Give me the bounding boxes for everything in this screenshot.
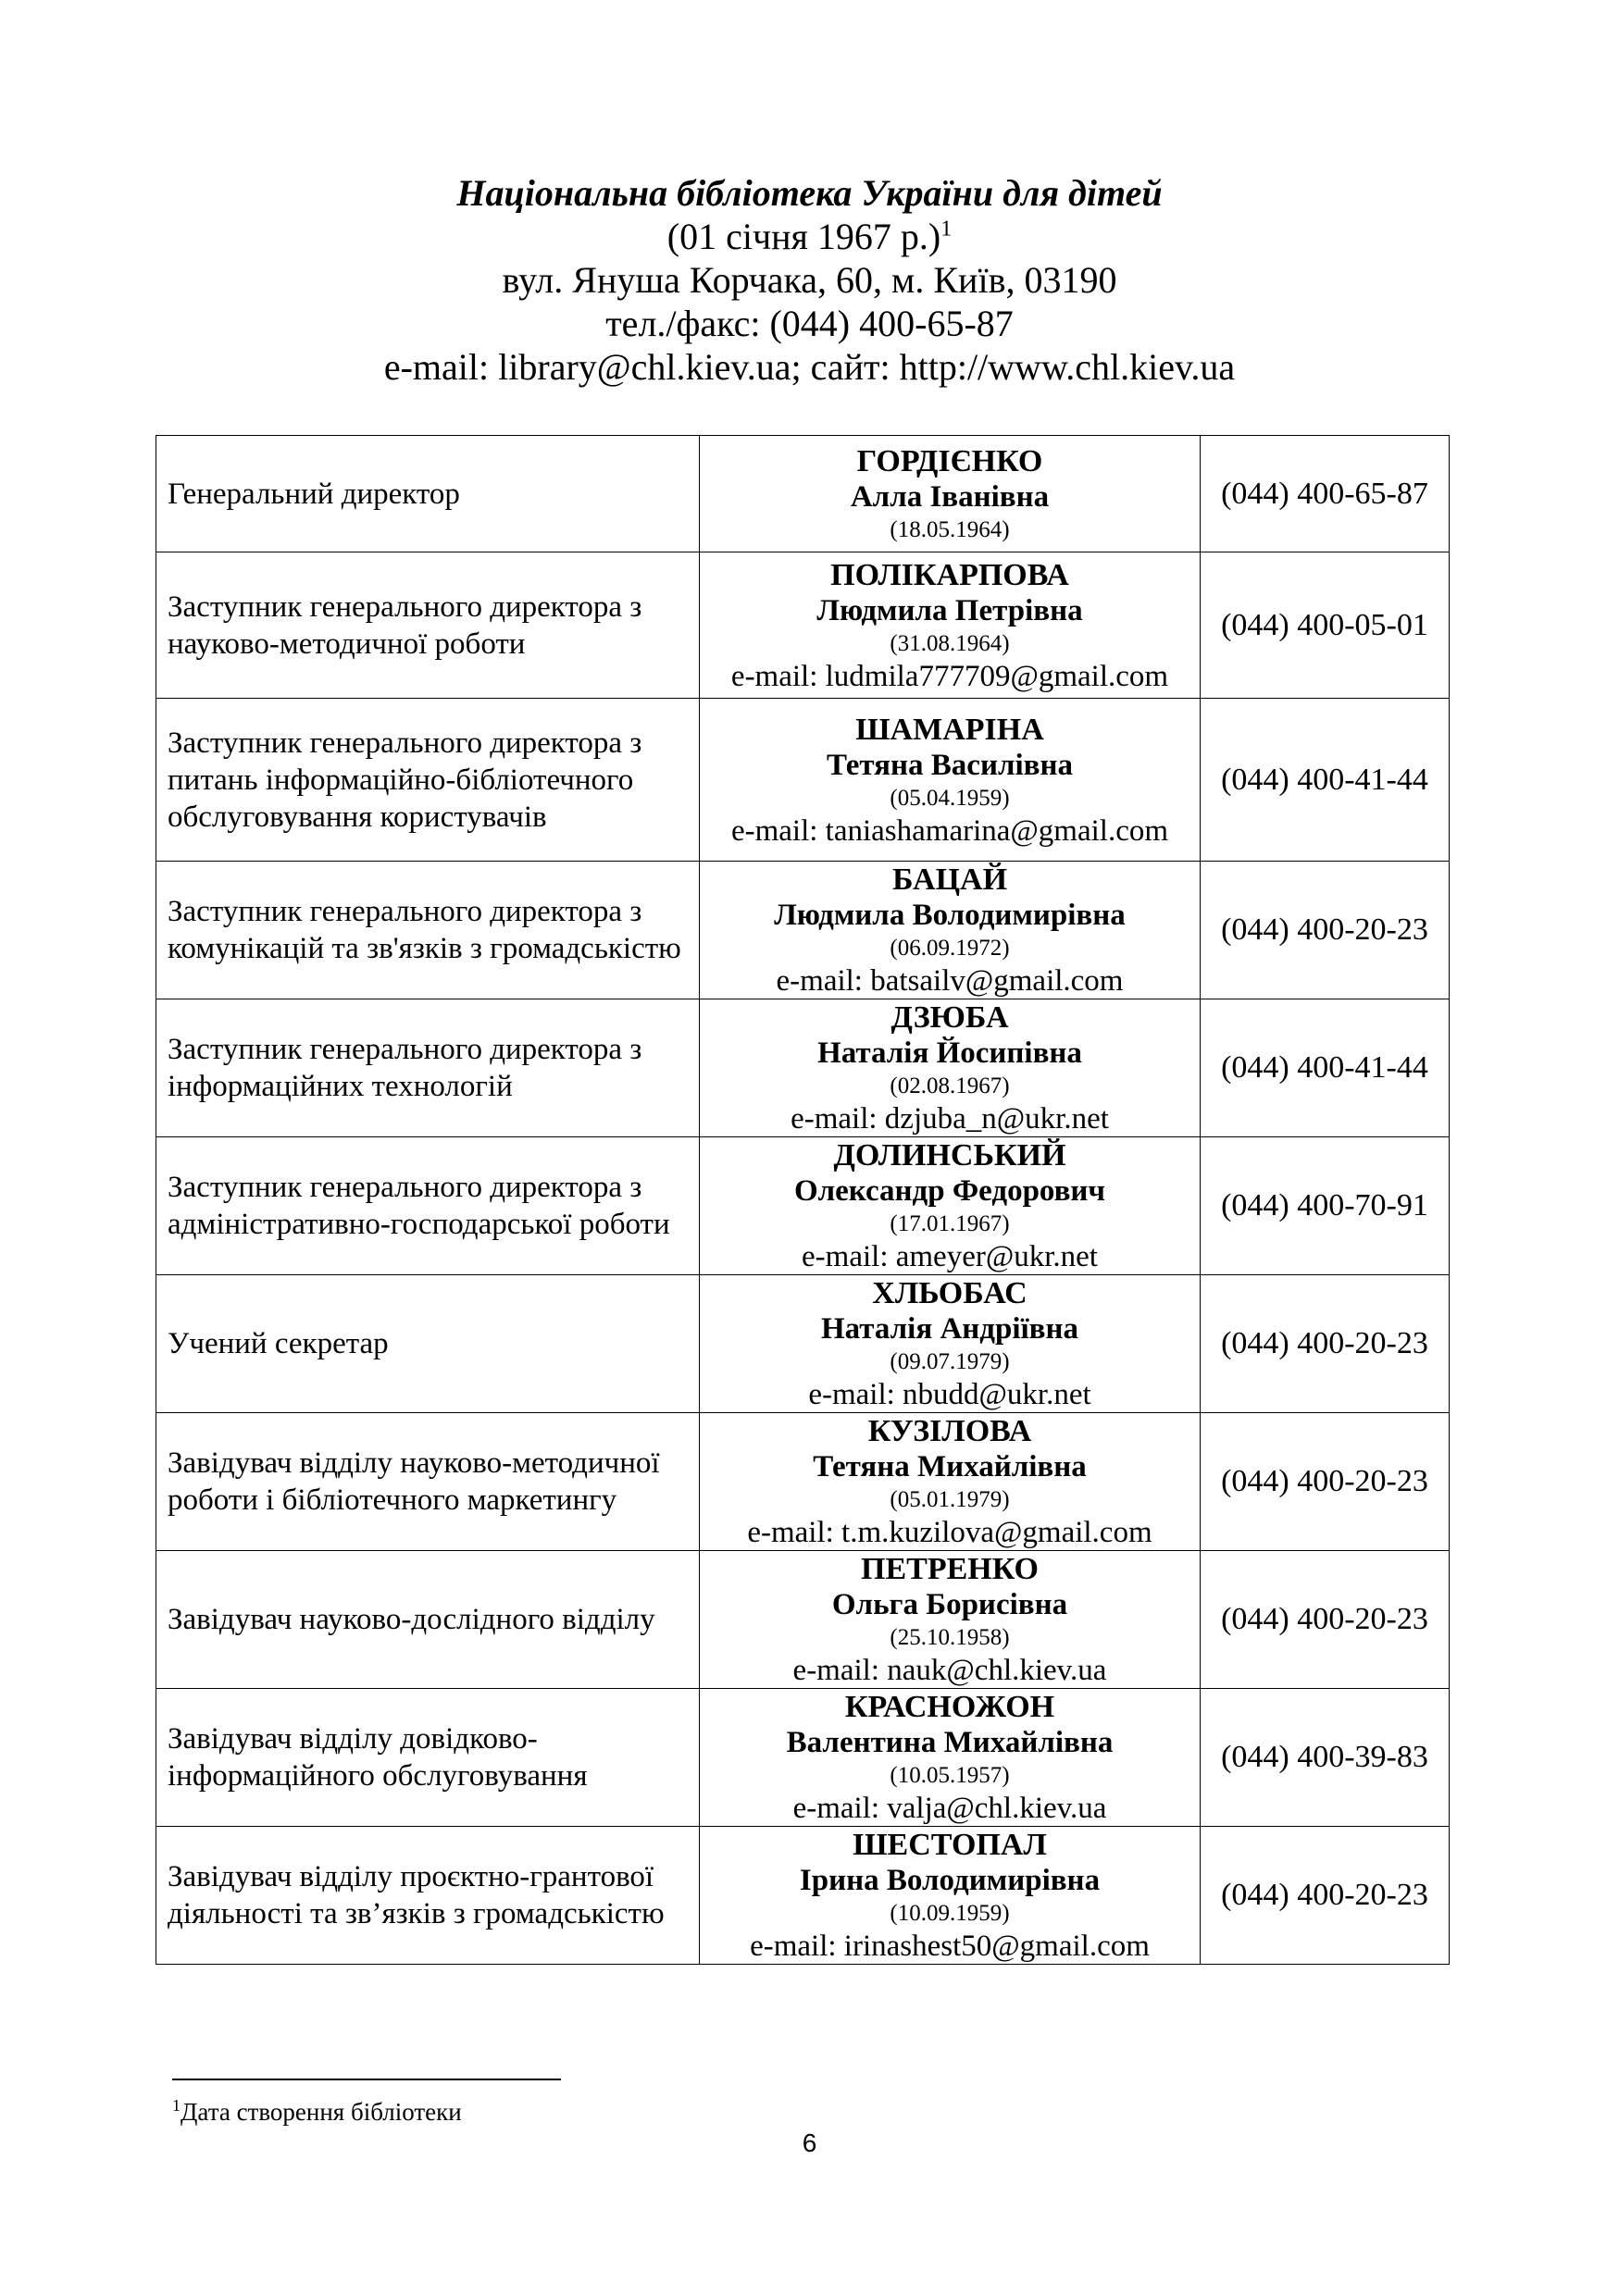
- phone-cell: (044) 400-41-44: [1201, 699, 1450, 862]
- page-number: 6: [802, 2128, 817, 2157]
- person-cell: [700, 862, 1201, 999]
- phone-cell: (044) 400-05-01: [1201, 552, 1450, 699]
- table-row: [156, 699, 1450, 862]
- table-row: [156, 436, 1450, 552]
- library-contacts: e-mail: library@chl.kiev.ua; сайт: http://www.chl.kiev.ua: [383, 346, 1236, 388]
- person-surname: ШЕСТОПАЛ: [853, 1828, 1047, 1862]
- table-row: [156, 1137, 1450, 1275]
- library-title: [0, 171, 1619, 215]
- person-birth-date: (18.05.1964): [890, 516, 1010, 542]
- table-row: [156, 552, 1450, 699]
- phone-cell: (044) 400-20-23: [1201, 862, 1450, 999]
- person-surname: ДОЛИНСЬКИЙ: [833, 1138, 1066, 1173]
- person-cell: [700, 552, 1201, 699]
- phone-cell: (044) 400-39-83: [1201, 1689, 1450, 1827]
- library-name: Національна бібліотека України для дітей: [456, 172, 1163, 214]
- person-birth-date: (10.09.1959): [890, 1901, 1010, 1926]
- footnote-reference: 1: [940, 217, 953, 242]
- founding-date-text: (01 січня 1967 р.): [666, 216, 941, 257]
- person-surname: ГОРДІЄНКО: [856, 443, 1043, 478]
- position-cell: Заступник генерального директора з інформаційних технологій: [156, 999, 700, 1137]
- table-row: [156, 1689, 1450, 1827]
- phone-cell: (044) 400-65-87: [1201, 436, 1450, 552]
- person-birth-date: (05.04.1959): [890, 785, 1010, 811]
- person-given-names: Ірина Володимирівна: [799, 1864, 1101, 1897]
- person-cell: [700, 1551, 1201, 1689]
- position-cell: Завідувач науково-дослідного відділу: [156, 1551, 700, 1689]
- phone-cell: (044) 400-20-23: [1201, 1551, 1450, 1689]
- person-cell: [700, 436, 1201, 552]
- footnote: [172, 2097, 462, 2127]
- person-birth-date: (31.08.1964): [890, 630, 1010, 656]
- library-address: вул. Януша Корчака, 60, м. Київ, 03190: [502, 259, 1117, 301]
- person-surname: ШАМАРІНА: [855, 712, 1044, 747]
- document-header: [0, 171, 1619, 389]
- person-email: e-mail: taniashamarina@gmail.com: [730, 813, 1169, 848]
- person-cell: [700, 1689, 1201, 1827]
- person-given-names: Наталія Йосипівна: [817, 1036, 1082, 1070]
- person-given-names: Олександр Федорович: [793, 1174, 1106, 1208]
- person-given-names: Наталія Андріївна: [820, 1312, 1079, 1346]
- position-cell: Завідувач відділу проєктно-грантової діяльності та зв’язків з громадськістю: [156, 1827, 700, 1965]
- person-email: e-mail: nbudd@ukr.net: [808, 1378, 1091, 1411]
- person-given-names: Тетяна Василівна: [827, 748, 1073, 782]
- person-cell: [700, 1827, 1201, 1965]
- person-surname: КРАСНОЖОН: [844, 1690, 1055, 1724]
- phone-cell: (044) 400-20-23: [1201, 1275, 1450, 1413]
- footnote-text: Дата створення бібліотеки: [181, 2098, 462, 2126]
- person-email: e-mail: nauk@chl.kiev.ua: [792, 1654, 1107, 1687]
- person-given-names: Людмила Петрівна: [816, 593, 1083, 627]
- footnote-separator: [172, 2079, 561, 2080]
- position-cell: Завідувач відділу довідково-інформаційного обслуговування: [156, 1689, 700, 1827]
- footnote-marker: 1: [172, 2096, 181, 2115]
- position-cell: Генеральний директор: [156, 436, 700, 552]
- phone-cell: (044) 400-20-23: [1201, 1413, 1450, 1551]
- person-cell: [700, 1137, 1201, 1275]
- person-cell: [700, 1413, 1201, 1551]
- person-surname: ХЛЬОБАС: [872, 1276, 1027, 1310]
- person-birth-date: (10.05.1957): [890, 1763, 1010, 1788]
- person-given-names: Людмила Володимирівна: [774, 899, 1126, 932]
- person-birth-date: (17.01.1967): [890, 1211, 1010, 1236]
- person-cell: [700, 1275, 1201, 1413]
- position-cell: Заступник генерального директора з адміністративно-господарської роботи: [156, 1137, 700, 1275]
- person-surname: ПОЛІКАРПОВА: [830, 557, 1069, 592]
- person-email: e-mail: irinashest50@gmail.com: [750, 1930, 1150, 1963]
- person-given-names: Валентина Михайлівна: [786, 1726, 1114, 1759]
- phone-cell: (044) 400-70-91: [1201, 1137, 1450, 1275]
- table-row: [156, 862, 1450, 999]
- position-cell: Заступник генерального директора з комунікацій та зв'язків з громадськістю: [156, 862, 700, 999]
- person-email: e-mail: ameyer@ukr.net: [802, 1240, 1098, 1273]
- person-surname: ДЗЮБА: [890, 1000, 1009, 1035]
- person-birth-date: (05.01.1979): [890, 1487, 1010, 1512]
- position-cell: Завідувач відділу науково-методичної роботи і бібліотечного маркетингу: [156, 1413, 700, 1551]
- phone-cell: (044) 400-20-23: [1201, 1827, 1450, 1965]
- person-email: e-mail: t.m.kuzilova@gmail.com: [747, 1516, 1152, 1549]
- position-cell: Учений секретар: [156, 1275, 700, 1413]
- person-email: e-mail: ludmila777709@gmail.com: [730, 659, 1169, 693]
- person-birth-date: (02.08.1967): [890, 1074, 1010, 1098]
- person-email: e-mail: batsailv@gmail.com: [776, 964, 1124, 998]
- table-row: [156, 1413, 1450, 1551]
- person-birth-date: (09.07.1979): [890, 1349, 1010, 1374]
- person-surname: ПЕТРЕНКО: [861, 1552, 1039, 1586]
- person-birth-date: (25.10.1958): [890, 1625, 1010, 1650]
- position-cell: Заступник генерального директора з науково-методичної роботи: [156, 552, 700, 699]
- person-cell: [700, 999, 1201, 1137]
- person-email: e-mail: dzjuba_n@ukr.net: [791, 1102, 1109, 1136]
- person-cell: [700, 699, 1201, 862]
- founding-date: [0, 215, 1619, 258]
- person-email: e-mail: valja@chl.kiev.ua: [792, 1792, 1107, 1825]
- phone-cell: (044) 400-41-44: [1201, 999, 1450, 1137]
- person-given-names: Тетяна Михайлівна: [813, 1450, 1087, 1483]
- person-surname: БАЦАЙ: [891, 863, 1008, 897]
- position-cell: Заступник генерального директора з питань інформаційно-бібліотечного обслуговування користувачів: [156, 699, 700, 862]
- staff-table: [156, 435, 1450, 1965]
- library-phone-fax: тел./факс: (044) 400-65-87: [605, 303, 1014, 344]
- person-given-names: Алла Іванівна: [850, 479, 1050, 514]
- table-row: [156, 1551, 1450, 1689]
- person-birth-date: (06.09.1972): [890, 936, 1010, 961]
- staff-table-body: [156, 436, 1450, 1965]
- table-row: [156, 1827, 1450, 1965]
- person-given-names: Ольга Борисівна: [831, 1588, 1068, 1621]
- table-row: [156, 1275, 1450, 1413]
- person-surname: КУЗІЛОВА: [867, 1414, 1032, 1448]
- table-row: [156, 999, 1450, 1137]
